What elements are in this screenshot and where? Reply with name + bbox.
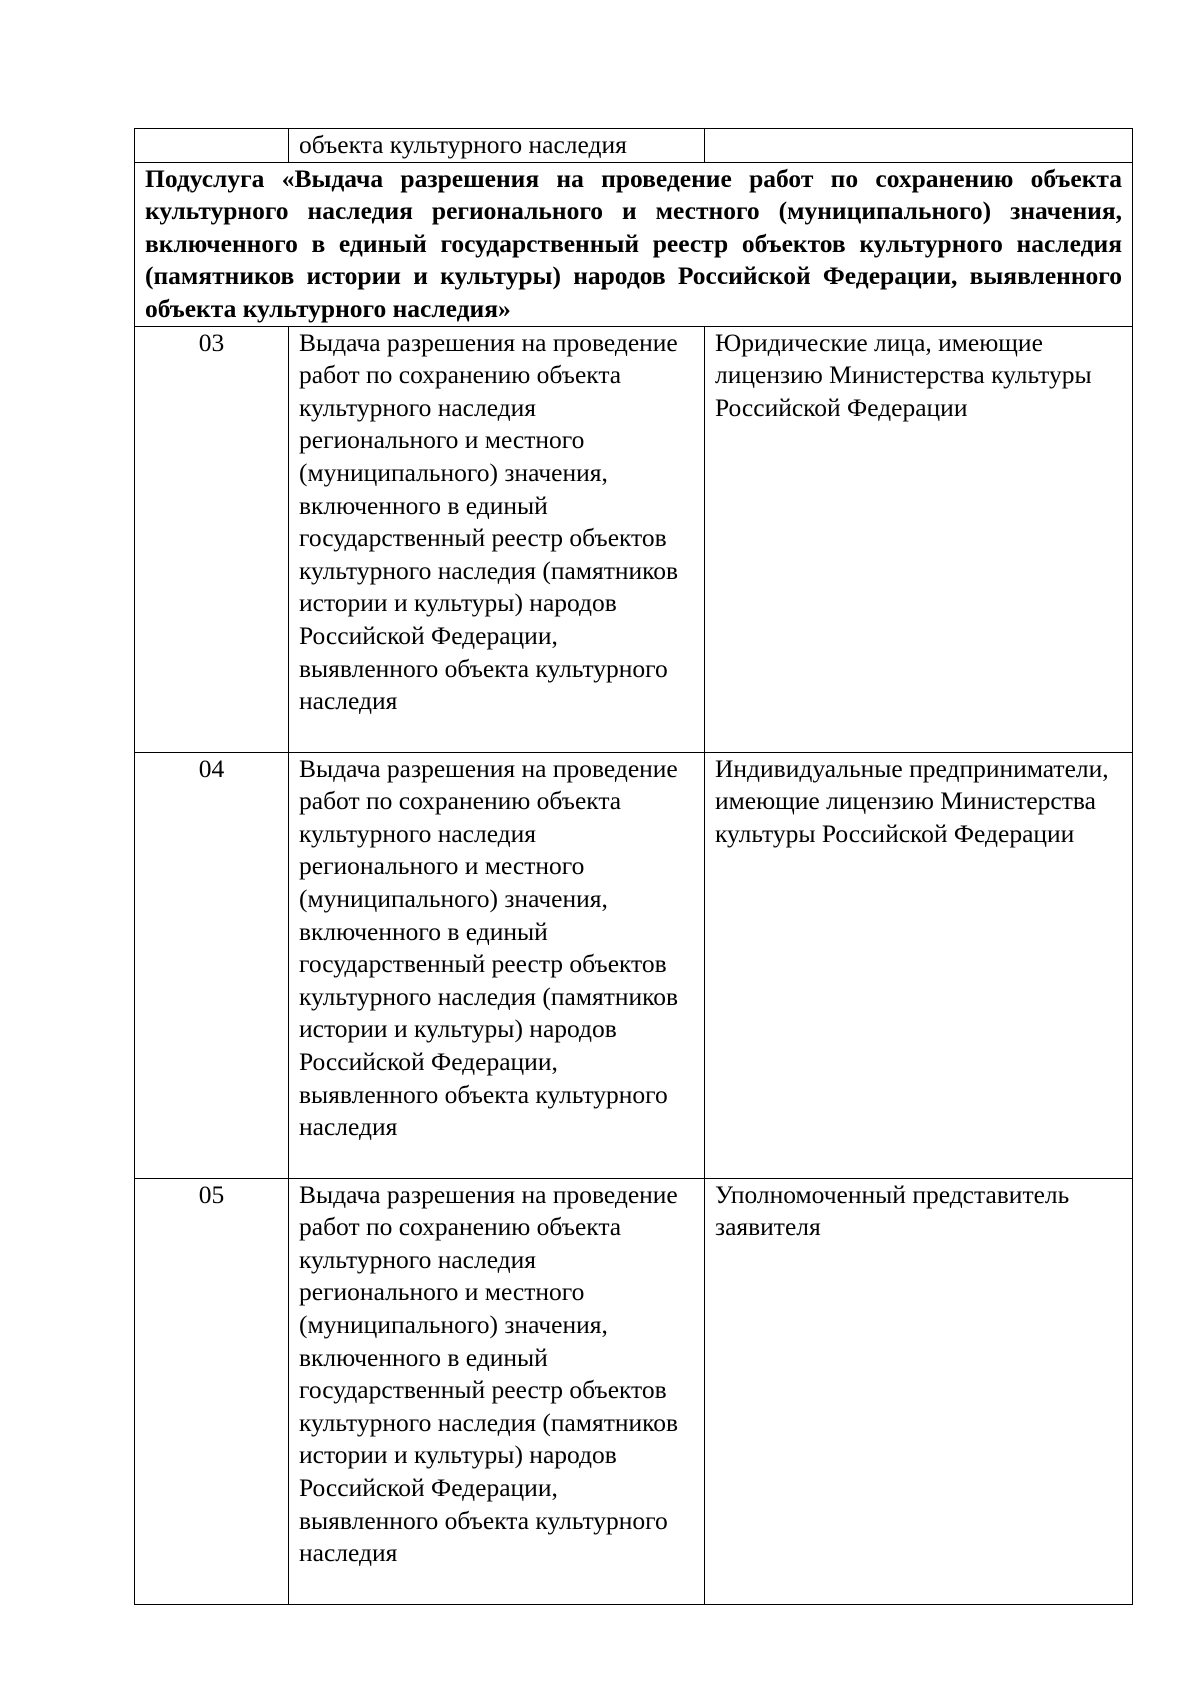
code-cell: 05 — [135, 1178, 289, 1604]
table-row — [135, 752, 1133, 1178]
applicant-cell: Индивидуальные предприниматели, имеющие лицензию Министерства культуры Российской Федерации — [705, 752, 1133, 1178]
applicant-cell: Юридические лица, имеющие лицензию Министерства культуры Российской Федерации — [705, 326, 1133, 752]
applicant-cell — [705, 129, 1133, 163]
code-cell: 04 — [135, 752, 289, 1178]
table-row — [135, 326, 1133, 752]
service-name-cell: Выдача разрешения на проведение работ по сохранению объекта культурного наследия регионального и местного (муниципального) значения, включенного в единый государственный реестр объектов культурного наследия (памятников истории и культуры) народов Российской Федерации, выявленного объекта культурного наследия — [289, 1178, 705, 1604]
code-cell — [135, 129, 289, 163]
table-row — [135, 1178, 1133, 1604]
service-name-cell: Выдача разрешения на проведение работ по сохранению объекта культурного наследия регионального и местного (муниципального) значения, включенного в единый государственный реестр объектов культурного наследия (памятников истории и культуры) народов Российской Федерации, выявленного объекта культурного наследия — [289, 752, 705, 1178]
applicant-cell: Уполномоченный представитель заявителя — [705, 1178, 1133, 1604]
table-row-continuation — [135, 129, 1133, 163]
service-name-cell: объекта культурного наследия — [289, 129, 705, 163]
service-name-cell: Выдача разрешения на проведение работ по сохранению объекта культурного наследия регионального и местного (муниципального) значения, включенного в единый государственный реестр объектов культурного наследия (памятников истории и культуры) народов Российской Федерации, выявленного объекта культурного наследия — [289, 326, 705, 752]
services-table — [134, 128, 1133, 1605]
table-row-subservice — [135, 162, 1133, 326]
subservice-title: Подуслуга «Выдача разрешения на проведение работ по сохранению объекта культурного наследия регионального и местного (муниципального) значения, включенного в единый государственный реестр объектов культурного наследия (памятников истории и культуры) народов Российской Федерации, выявленного объекта культурного наследия» — [135, 162, 1133, 326]
code-cell: 03 — [135, 326, 289, 752]
